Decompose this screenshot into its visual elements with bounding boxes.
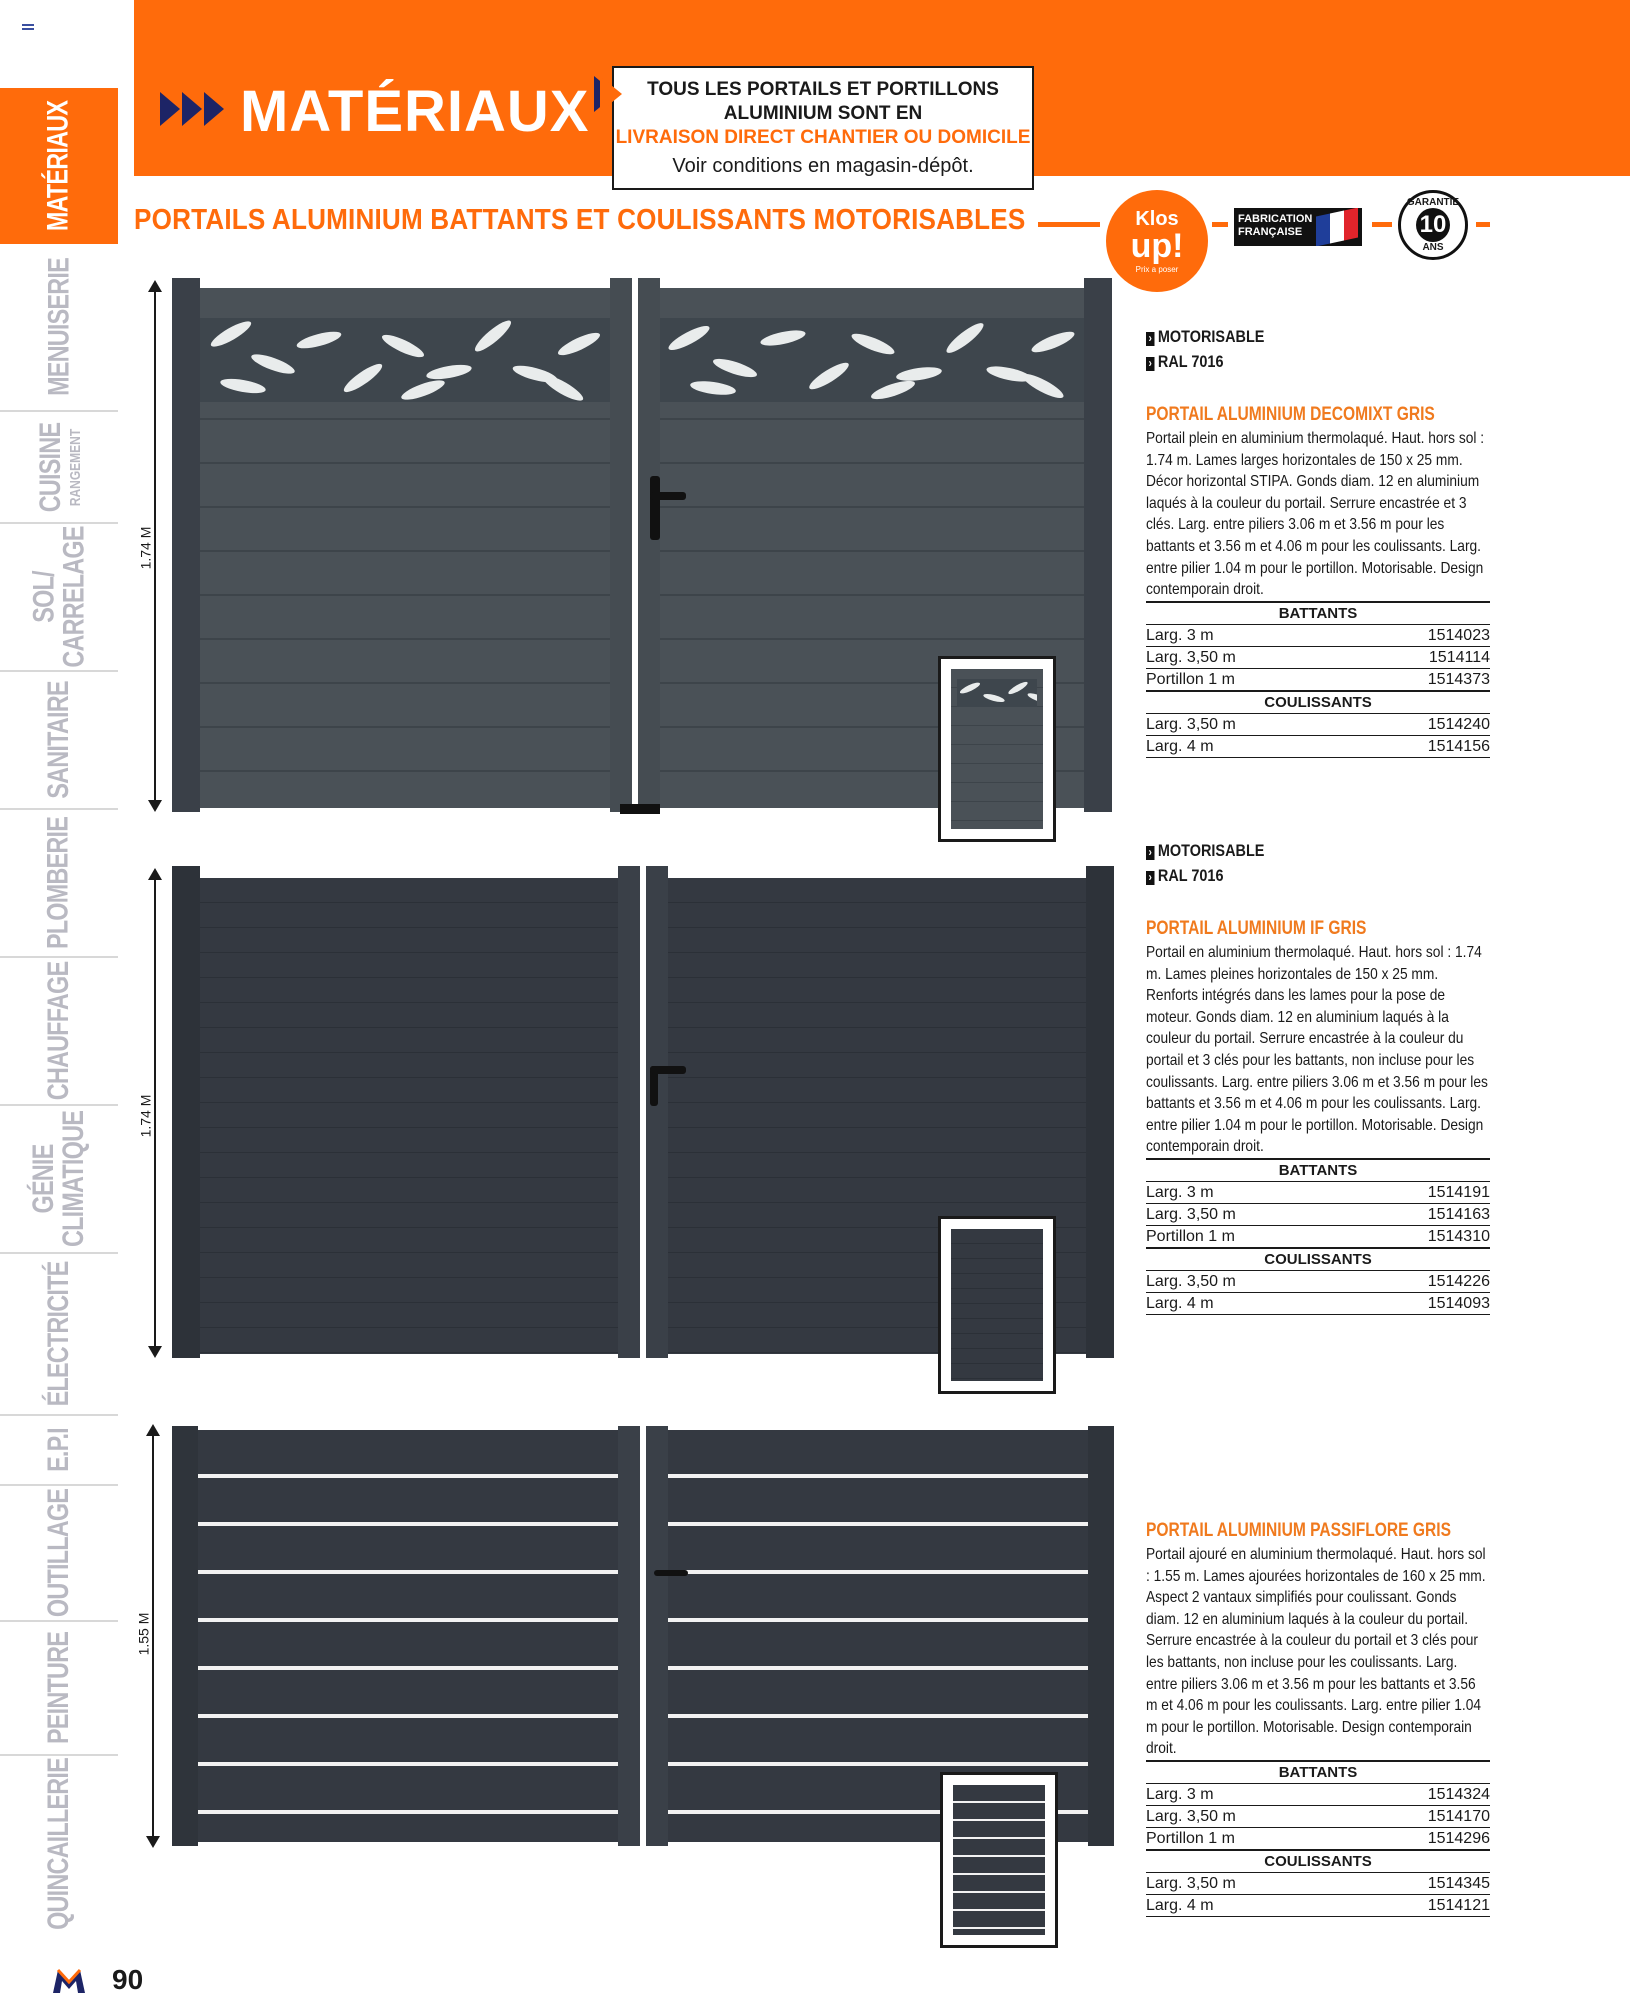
page-number: 90 bbox=[112, 1964, 144, 1995]
product-title: PORTAIL ALUMINIUM PASSIFLORE GRIS bbox=[1146, 1520, 1451, 1541]
sidebar-tab-label: SANITAIRE bbox=[42, 681, 76, 799]
sidebar-tab-label: PEINTURE bbox=[42, 1631, 75, 1745]
sidebar-tab-cuisine[interactable] bbox=[0, 412, 118, 524]
sidebar-tab-label: QUINCAILLERIE bbox=[42, 1758, 75, 1930]
table-row: Larg. 3,50 m 1514345 bbox=[1146, 1872, 1490, 1894]
product-reference: 1514023 bbox=[1349, 624, 1490, 646]
gate-handle-icon bbox=[650, 476, 660, 540]
brand-logo-icon bbox=[52, 1968, 86, 1994]
height-dimension-arrow bbox=[154, 282, 156, 810]
sidebar-tab-label: OUTILLAGE bbox=[42, 1488, 76, 1618]
tag-ral: › RAL 7016 bbox=[1146, 349, 1438, 374]
product-decomixt bbox=[1146, 324, 1490, 758]
sidebar-tab-menuiserie[interactable] bbox=[0, 244, 118, 412]
product-description: Portail en aluminium thermolaqué. Haut. hors sol : 1.74 m. Lames pleines horizontales de 150 x 25 mm. Renforts intégrés dans les lames pour la pose de moteur. Gonds diam. 12 en aluminium laqués à la couleur du portail. Serrure encastrée à la couleur du portail et 3 clés pour les battants, non incluse pour les coulissants. Larg. entre piliers 3.06 m et 3.56 m pour les battants et 3.56 m et 4.06 m pour les coulissants. Larg. entre pilier 1.04 m pour le portillon. Motorisable. Design contemporain droit. bbox=[1146, 944, 1488, 1156]
divider bbox=[1372, 222, 1392, 227]
sidebar-tab-label: SOL/ bbox=[27, 571, 61, 623]
product-reference: 1514345 bbox=[1349, 1872, 1490, 1894]
table-section-coulissants: COULISSANTS bbox=[1146, 691, 1490, 714]
category-sidebar bbox=[0, 0, 118, 2000]
francaise-label: FRANÇAISE bbox=[1238, 226, 1303, 238]
product-reference: 1514226 bbox=[1349, 1270, 1490, 1292]
reference-table bbox=[1146, 1158, 1490, 1315]
garantie-unit: ANS bbox=[1422, 242, 1444, 253]
portillon-if-image bbox=[938, 1216, 1056, 1394]
product-title: PORTAIL ALUMINIUM IF GRIS bbox=[1146, 918, 1367, 939]
fabrication-label: FABRICATION bbox=[1238, 213, 1313, 225]
height-dimension-label: 1.74 M bbox=[137, 526, 154, 570]
portillon-passiflore-image bbox=[940, 1772, 1058, 1948]
table-row: Larg. 3,50 m 1514226 bbox=[1146, 1270, 1490, 1292]
table-row: Larg. 3,50 m 1514114 bbox=[1146, 646, 1490, 668]
table-row: Larg. 3,50 m 1514240 bbox=[1146, 713, 1490, 735]
product-reference: 1514156 bbox=[1349, 735, 1490, 757]
section-title: MATÉRIAUX bbox=[240, 79, 590, 144]
sidebar-tab-sanitaire[interactable] bbox=[0, 672, 118, 810]
sidebar-tab-sublabel: CARRELAGE bbox=[57, 526, 91, 668]
table-section-coulissants: COULISSANTS bbox=[1146, 1850, 1490, 1873]
product-description: Portail plein en aluminium thermolaqué. Haut. hors sol : 1.74 m. Lames larges horizontales de 150 x 25 mm. Décor horizontal STIPA. Gonds diam. 12 en aluminium laqués à la couleur du portail. Serrure encastrée et 3 clés. Larg. entre piliers 3.06 m et 3.56 m pour les battants et 3.56 m et 4.06 m pour les coulissants. Larg. entre pilier 1.04 m pour le portillon. Motorisable. Design contemporain droit. bbox=[1146, 430, 1485, 599]
triple-arrow-icon bbox=[160, 92, 226, 126]
notice-line: TOUS LES PORTAILS ET PORTILLONS bbox=[647, 79, 999, 100]
product-passiflore bbox=[1146, 1520, 1490, 1917]
sidebar-tab-sublabel: RANGEMENT bbox=[66, 428, 84, 506]
sidebar-tab-genie-climatique[interactable] bbox=[0, 1106, 118, 1254]
product-tags bbox=[1146, 324, 1490, 374]
sidebar-tab-chauffage[interactable] bbox=[0, 958, 118, 1106]
table-section-coulissants: COULISSANTS bbox=[1146, 1248, 1490, 1271]
table-section-battants: BATTANTS bbox=[1146, 602, 1490, 625]
klos-small-label: Prix a poser bbox=[1135, 265, 1179, 274]
height-dimension-arrow bbox=[154, 870, 156, 1356]
sidebar-tab-label: PLOMBERIE bbox=[42, 816, 76, 950]
notice-conditions: Voir conditions en magasin-dépôt. bbox=[672, 155, 974, 177]
klos-up-badge bbox=[1106, 190, 1208, 292]
klos-label: Klos bbox=[1135, 208, 1179, 230]
page-subtitle: PORTAILS ALUMINIUM BATTANTS ET COULISSANTS MOTORISABLES bbox=[134, 204, 1026, 236]
sidebar-tab-label: MATÉRIAUX bbox=[42, 100, 76, 232]
delivery-notice bbox=[612, 66, 1034, 190]
sidebar-tab-label: GÉNIE bbox=[27, 1144, 60, 1214]
sidebar-tab-label: MENUISERIE bbox=[42, 258, 76, 396]
table-row: Larg. 4 m 1514156 bbox=[1146, 735, 1490, 757]
product-reference: 1514373 bbox=[1349, 668, 1490, 691]
sidebar-tab-electricite[interactable] bbox=[0, 1254, 118, 1416]
notice-highlight: LIVRAISON DIRECT CHANTIER OU DOMICILE bbox=[615, 127, 1031, 148]
product-reference: 1514114 bbox=[1349, 646, 1490, 668]
product-if bbox=[1146, 838, 1490, 1315]
sidebar-tab-label: E.P.I bbox=[41, 1428, 75, 1472]
product-reference: 1514170 bbox=[1349, 1805, 1490, 1827]
table-row: Larg. 3,50 m 1514163 bbox=[1146, 1203, 1490, 1225]
height-dimension-label: 1.55 M bbox=[135, 1612, 152, 1656]
notice-arrow-icon bbox=[600, 76, 622, 112]
decor-stipa-panel bbox=[200, 318, 610, 402]
product-reference: 1514093 bbox=[1349, 1292, 1490, 1314]
sidebar-tab-sublabel: CLIMATIQUE bbox=[57, 1110, 90, 1248]
table-row: Portillon 1 m 1514373 bbox=[1146, 668, 1490, 691]
reference-table bbox=[1146, 601, 1490, 758]
portillon-decomixt-image bbox=[938, 656, 1056, 842]
sidebar-tab-label: CUISINE bbox=[33, 422, 67, 512]
table-row: Larg. 3 m 1514191 bbox=[1146, 1181, 1490, 1203]
gate-handle-icon bbox=[654, 1570, 688, 1576]
table-section-battants: BATTANTS bbox=[1146, 1159, 1490, 1182]
fabrication-francaise-badge bbox=[1234, 208, 1362, 246]
table-row: Larg. 3 m 1514023 bbox=[1146, 624, 1490, 646]
tag-motorisable: › MOTORISABLE bbox=[1146, 838, 1438, 863]
product-reference: 1514296 bbox=[1349, 1827, 1490, 1850]
product-reference: 1514163 bbox=[1349, 1203, 1490, 1225]
height-dimension-arrow bbox=[152, 1426, 154, 1846]
product-tags bbox=[1146, 838, 1490, 888]
sidebar-tab-label: CHAUFFAGE bbox=[42, 961, 76, 1101]
height-dimension-label: 1.74 M bbox=[137, 1094, 154, 1138]
product-reference: 1514310 bbox=[1349, 1225, 1490, 1248]
sidebar-tab-sol-carrelage[interactable] bbox=[0, 524, 118, 672]
sidebar-tab-epi[interactable] bbox=[0, 1416, 118, 1486]
tag-ral: › RAL 7016 bbox=[1146, 863, 1438, 888]
section-header bbox=[134, 0, 1630, 176]
product-reference: 1514240 bbox=[1349, 713, 1490, 735]
table-row: Larg. 4 m 1514121 bbox=[1146, 1894, 1490, 1916]
divider bbox=[1038, 222, 1100, 227]
tag-motorisable: › MOTORISABLE bbox=[1146, 324, 1438, 349]
decor-stipa-panel bbox=[660, 318, 1084, 402]
table-row: Larg. 3,50 m 1514170 bbox=[1146, 1805, 1490, 1827]
table-section-battants: BATTANTS bbox=[1146, 1761, 1490, 1784]
product-reference: 1514191 bbox=[1349, 1181, 1490, 1203]
sidebar-tab-outillage[interactable] bbox=[0, 1486, 118, 1622]
notice-line: ALUMINIUM SONT EN bbox=[723, 103, 923, 124]
garantie-10-ans-badge bbox=[1398, 190, 1468, 260]
table-row: Portillon 1 m 1514296 bbox=[1146, 1827, 1490, 1850]
sidebar-tab-quincaillerie[interactable] bbox=[0, 1756, 118, 1932]
table-row: Portillon 1 m 1514310 bbox=[1146, 1225, 1490, 1248]
menu-mark-icon bbox=[22, 24, 34, 32]
klos-up-label: up! bbox=[1130, 227, 1184, 265]
divider bbox=[1476, 222, 1490, 227]
sidebar-tab-plomberie[interactable] bbox=[0, 810, 118, 958]
table-row: Larg. 3 m 1514324 bbox=[1146, 1783, 1490, 1805]
product-title: PORTAIL ALUMINIUM DECOMIXT GRIS bbox=[1146, 404, 1435, 425]
product-description: Portail ajouré en aluminium thermolaqué. Haut. hors sol : 1.55 m. Lames ajourées horizontales de 160 x 25 mm. Aspect 2 vantaux simplifiés pour coulissant. Gonds diam. 12 en aluminium laqués à la couleur du portail. Serrure encastrée à la couleur du portail et 3 clés pour les battants, non incluse pour les coulissants. Larg. entre piliers 3.06 m et 3.56 m pour les battants et 3.56 m et 4.06 m pour les coulissants. Larg. entre pilier 1.04 m pour le portillon. Motorisable. Design contemporain droit. bbox=[1146, 1546, 1486, 1758]
garantie-years: 10 bbox=[1416, 208, 1450, 242]
divider bbox=[1212, 222, 1228, 227]
sidebar-tab-materiaux[interactable] bbox=[0, 88, 118, 244]
product-reference: 1514121 bbox=[1349, 1894, 1490, 1916]
product-reference: 1514324 bbox=[1349, 1783, 1490, 1805]
reference-table bbox=[1146, 1760, 1490, 1917]
table-row: Larg. 4 m 1514093 bbox=[1146, 1292, 1490, 1314]
sidebar-tab-peinture[interactable] bbox=[0, 1622, 118, 1756]
garantie-label: GARANTIE bbox=[1406, 197, 1460, 208]
sidebar-tab-label: ÉLECTRICITÉ bbox=[42, 1261, 76, 1407]
